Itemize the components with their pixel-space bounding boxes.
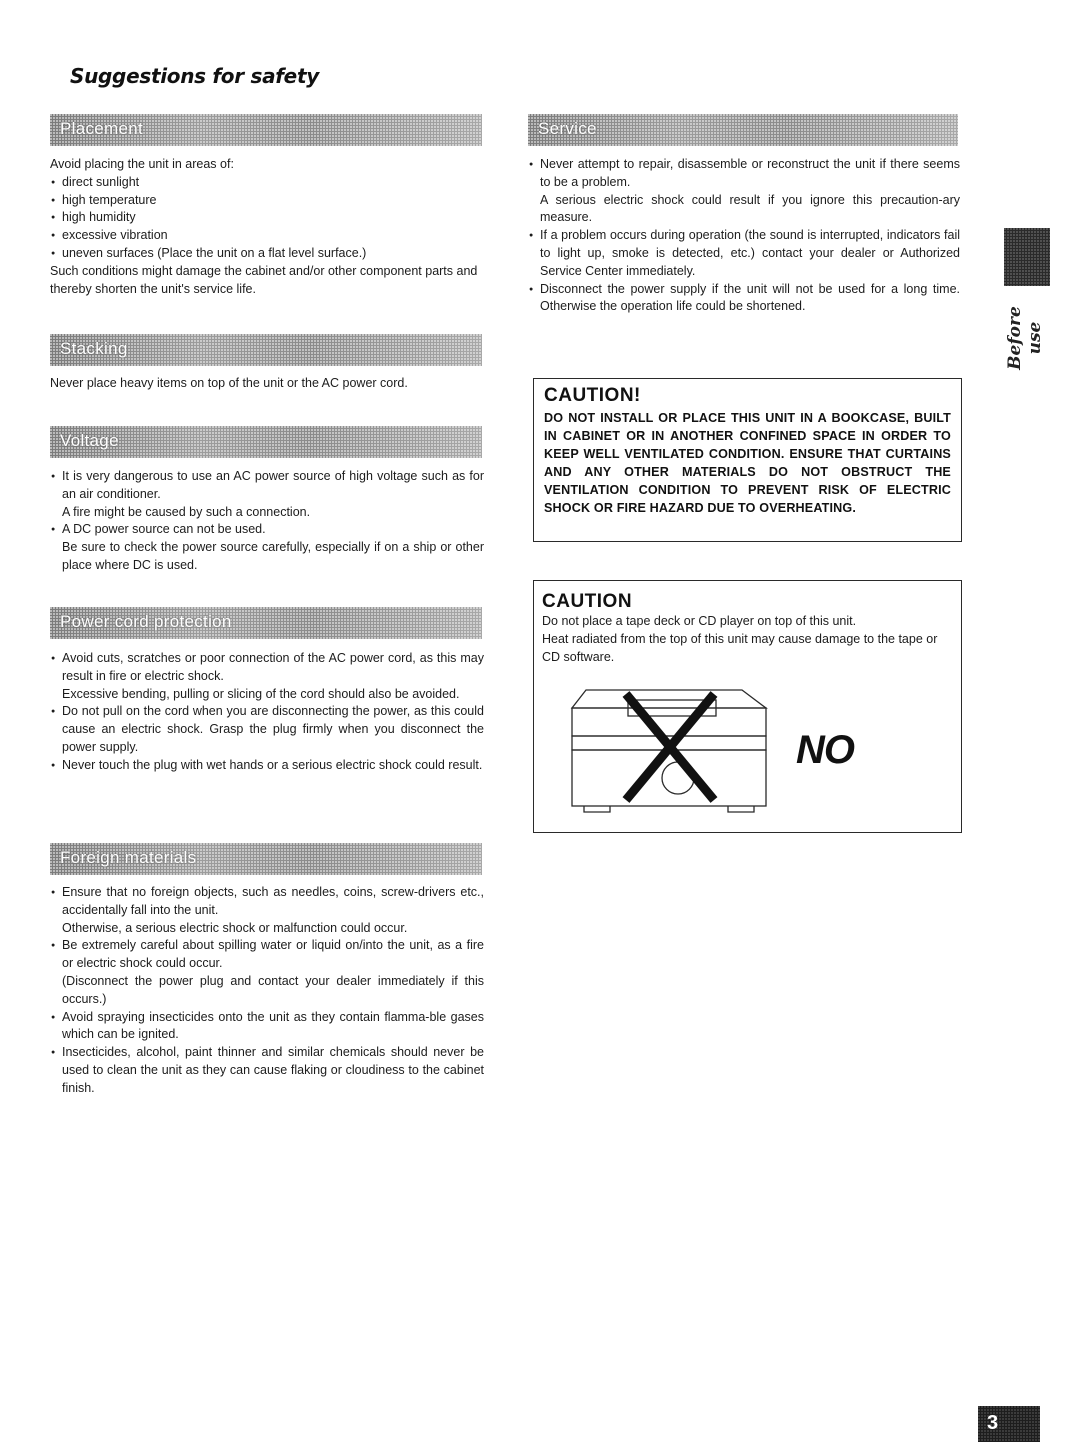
foreign-materials-body: [50, 884, 484, 1098]
top-unit-front: [572, 708, 766, 736]
list-item: ● Never touch the plug with wet hands or a serious electric shock could result.: [50, 757, 484, 775]
page-title: Suggestions for safety: [70, 64, 319, 88]
top-unit-outline: [572, 690, 766, 708]
section-heading: Voltage: [60, 431, 119, 450]
section-header-stacking: [50, 334, 482, 366]
section-header-placement: [50, 114, 482, 146]
placement-intro: Avoid placing the unit in areas of:: [50, 157, 234, 171]
list-item: ● A DC power source can not be used.: [50, 521, 484, 539]
foot-left: [584, 806, 610, 812]
service-body: [528, 156, 960, 316]
caution-heading: CAUTION!: [544, 385, 641, 406]
caution-text: DO NOT INSTALL OR PLACE THIS UNIT IN A BOOKCASE, BUILT IN CABINET OR IN ANOTHER CONFINED SPACE IN ORDER TO KEEP WELL VENTILATED CONDITION. ENSURE THAT CURTAINS AND ANY OTHER MATERIALS DO NOT OBSTRUCT THE VENTILATION CONDITION TO PREVENT RISK OF ELECTRIC SHOCK OR FIRE HAZARD DUE TO OVERHEATING.: [544, 411, 951, 515]
list-note: Excessive bending, pulling or slicing of the cord should also be avoided.: [62, 686, 460, 701]
list-item: ● uneven surfaces (Place the unit on a flat level surface.): [50, 245, 486, 263]
list-item: ● Avoid spraying insecticides onto the unit as they contain flamma-ble gases which can be ignited.: [50, 1009, 484, 1045]
list-item: ● Do not pull on the cord when you are disconnecting the power, as this could cause an electric shock. Grasp the plug firmly when you disconnect the power supply.: [50, 703, 484, 756]
section-header-power-cord: [50, 607, 482, 639]
list-item: ● Avoid cuts, scratches or poor connection of the AC power cord, as this may result in fire or electric shock.: [50, 650, 484, 686]
section-heading: Power cord protection: [60, 612, 232, 631]
list-item: ● direct sunlight: [50, 174, 486, 192]
list-note: Be sure to check the power source carefully, especially if on a ship or other place where DC is used.: [62, 540, 484, 572]
list-note: A fire might be caused by such a connection.: [62, 504, 311, 519]
page-number: 3: [987, 1412, 999, 1434]
list-item: ● It is very dangerous to use an AC power source of high voltage such as for an air conditioner.: [50, 468, 484, 504]
section-tab-marker: [1004, 228, 1050, 286]
section-heading: Foreign materials: [60, 848, 197, 867]
stacking-body: [50, 375, 486, 393]
caution-body: [542, 613, 951, 666]
list-item: ● excessive vibration: [50, 227, 486, 245]
list-item: ● high humidity: [50, 209, 486, 227]
section-header-voltage: [50, 426, 482, 458]
caution-line: Heat radiated from the top of this unit may cause damage to the tape or CD software.: [542, 631, 938, 664]
placement-note: Such conditions might damage the cabinet and/or other component parts and thereby shorten the unit's service life.: [50, 263, 478, 296]
list-item: ● Disconnect the power supply if the unit will not be used for a long time. Otherwise the operation life could be shortened.: [528, 281, 960, 317]
page-number-box: [978, 1406, 1040, 1442]
caution-box-ventilation: [533, 378, 962, 542]
caution-heading: CAUTION: [542, 591, 633, 612]
list-item: ● Insecticides, alcohol, paint thinner and similar chemicals should never be used to clean the unit as they can cause flaking or cloudiness to the cabinet finish.: [50, 1044, 484, 1097]
section-header-service: [528, 114, 958, 146]
bottom-unit-front: [572, 750, 766, 806]
section-heading: Service: [538, 119, 597, 138]
section-heading: Placement: [60, 119, 144, 138]
list-note: A serious electric shock could result if you ignore this precaution-ary measure.: [540, 192, 960, 225]
voltage-body: [50, 468, 484, 575]
section-header-foreign-materials: [50, 843, 482, 875]
list-note: Otherwise, a serious electric shock or malfunction could occur.: [62, 920, 408, 935]
side-section-label: Before use: [1005, 306, 1045, 370]
cross-mark-icon: [626, 694, 714, 800]
section-heading: Stacking: [60, 339, 128, 358]
list-item: ● Ensure that no foreign objects, such as needles, coins, screw-drivers etc., accidentally fall into the unit.: [50, 884, 484, 920]
list-item: ● If a problem occurs during operation (the sound is interrupted, indicators fail to light up, smoke is detected, etc.) contact your dealer or Authorized Service Center immediately.: [528, 227, 960, 280]
caution-line: Do not place a tape deck or CD player on top of this unit.: [542, 614, 857, 628]
stacked-units-illustration: [568, 676, 768, 826]
placement-body: [50, 156, 486, 298]
no-label: NO: [796, 728, 854, 772]
list-item: ● Be extremely careful about spilling water or liquid on/into the unit, as a fire or electric shock could occur.: [50, 937, 484, 973]
list-note: (Disconnect the power plug and contact your dealer immediately if this occurs.): [62, 973, 484, 1006]
list-item: ● high temperature: [50, 192, 486, 210]
list-item: ● Never attempt to repair, disassemble or reconstruct the unit if there seems to be a problem.: [528, 156, 960, 192]
power-cord-body: [50, 650, 484, 775]
foot-right: [728, 806, 754, 812]
stacking-text: Never place heavy items on top of the unit or the AC power cord.: [50, 376, 408, 390]
